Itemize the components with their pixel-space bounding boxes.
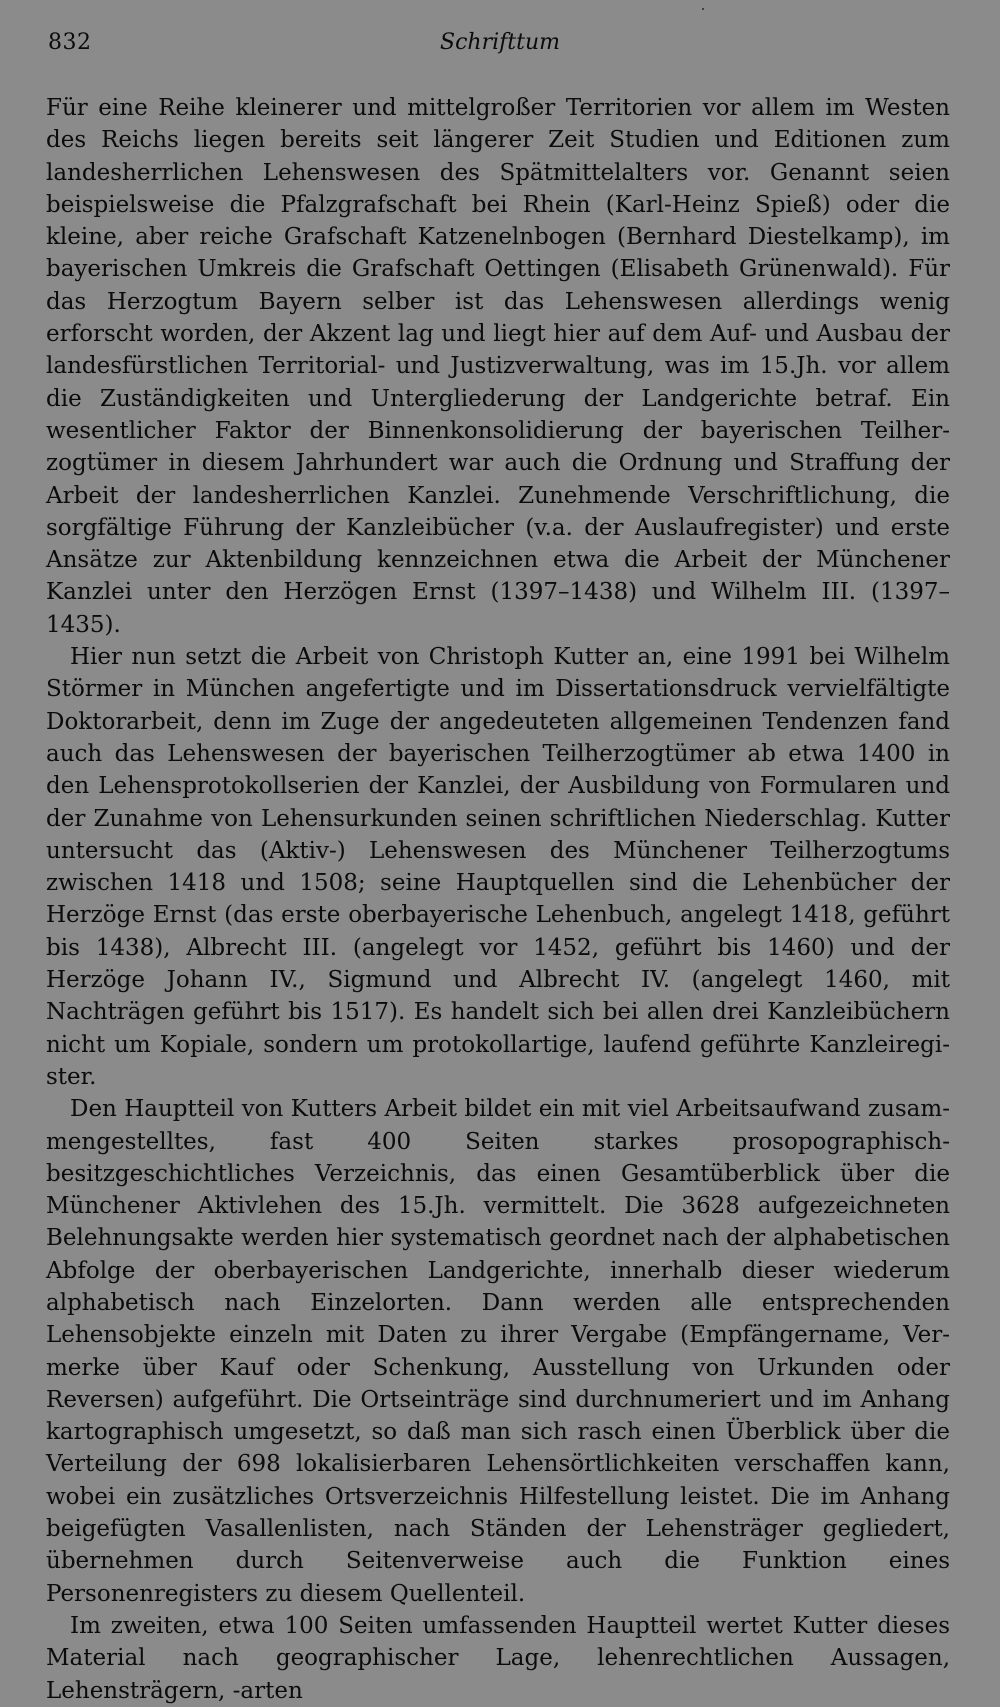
body-text <box>46 92 950 1707</box>
page-header <box>48 26 952 66</box>
paragraph-4: Im zweiten, etwa 100 Seiten umfassenden Hauptteil wertet Kutter dieses Material nach geographischer Lage, lehenrechtlichen Aussagen, Lehensträgern, -arten <box>46 1612 950 1704</box>
paragraph-3: Den Hauptteil von Kutters Arbeit bildet ein mit viel Arbeitsaufwand zusammengestelltes, fast 400 Seiten starkes prosopographisch-besitzgeschichtliches Verzeichnis, das einen Gesamtüberblick über die Münchener Aktivlehen des 15.Jh. vermittelt. Die 3628 aufgezeichneten Belehnungsakte werden hier systematisch geordnet nach der alphabetischen Abfolge der oberbayerischen Landgerichte, innerhalb dieser wiederum alphabetisch nach Einzelorten. Dann werden alle entsprechenden Lehensobjekte einzeln mit Daten zu ihrer Vergabe (Empfängername, Vermerke über Kauf oder Schenkung, Ausstellung von Urkunden oder Reversen) aufgeführt. Die Ortseinträge sind durchnumeriert und im Anhang kartographisch umgesetzt, so daß man sich rasch einen Überblick über die Verteilung der 698 lokalisierbaren Lehensörtlichkeiten verschaffen kann, wobei ein zusätzliches Ortsverzeichnis Hilfestellung leistet. Die im Anhang beigefügten Vasallenlisten, nach Ständen der Lehensträger gegliedert, übernehmen durch Seitenverweise auch die Funktion eines Personenregisters zu diesem Quellenteil. <box>46 1096 950 1607</box>
paragraph-1: Für eine Reihe kleinerer und mittelgroßer Territorien vor allem im Westen des Reichs liegen bereits seit längerer Zeit Studien und Editionen zum landesherrlichen Lehenswesen des Spätmittelalters vor. Genannt seien beispielsweise die Pfalzgrafschaft bei Rhein (Karl-Heinz Spieß) oder die kleine, aber reiche Grafschaft Katzenelnbogen (Bernhard Diestelkamp), im bayerischen Umkreis die Grafschaft Oettingen (Elisabeth Grünenwald). Für das Herzogtum Bayern selber ist das Lehenswesen allerdings wenig erforscht worden, der Akzent lag und liegt hier auf dem Auf- und Ausbau der landesfürstlichen Territorial- und Justizverwaltung, was im 15.Jh. vor allem die Zuständigkeiten und Untergliederung der Landgerichte betraf. Ein wesentlicher Faktor der Binnenkonsolidierung der bayerischen Teilherzogtümer in diesem Jahrhundert war auch die Ordnung und Straffung der Arbeit der landesherrlichen Kanzlei. Zunehmende Verschriftlichung, die sorgfältige Führung der Kanzleibücher (v.a. der Auslaufregister) und erste Ansätze zur Aktenbildung kennzeichnen etwa die Arbeit der Münchener Kanzlei unter den Herzögen Ernst (1397–1438) und Wilhelm III. (1397–1435). <box>46 95 950 638</box>
paragraph-2: Hier nun setzt die Arbeit von Christoph Kutter an, eine 1991 bei Wilhelm Störmer in München angefertigte und im Dissertationsdruck vervielfältigte Doktorarbeit, denn im Zuge der angedeuteten allgemeinen Tendenzen fand auch das Lehenswesen der bayerischen Teilherzogtümer ab etwa 1400 in den Lehensprotokollserien der Kanzlei, der Ausbildung von Formularen und der Zunahme von Lehensurkunden seinen schriftlichen Niederschlag. Kutter untersucht das (Aktiv-) Lehenswesen des Münchener Teilherzogtums zwischen 1418 und 1508; seine Hauptquellen sind die Lehenbücher der Herzöge Ernst (das erste oberbayerische Lehenbuch, angelegt 1418, geführt bis 1438), Albrecht III. (angelegt vor 1452, geführt bis 1460) und der Herzöge Johann IV., Sigmund und Albrecht IV. (angelegt 1460, mit Nachträgen geführt bis 1517). Es handelt sich bei allen drei Kanzleibüchern nicht um Kopiale, sondern um protokollartige, laufend geführte Kanzleiregister. <box>46 644 950 1090</box>
scan-speck <box>702 8 704 10</box>
page-number: 832 <box>48 30 92 55</box>
running-title: Schrifttum <box>440 30 560 55</box>
